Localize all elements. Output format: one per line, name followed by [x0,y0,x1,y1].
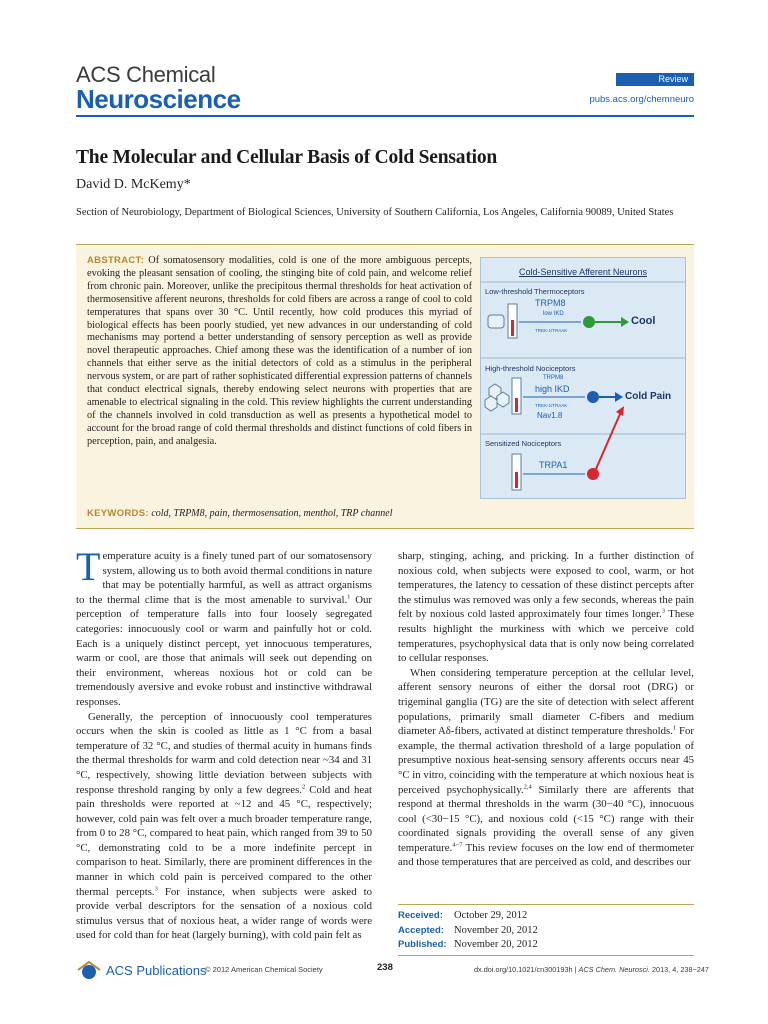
ref[interactable]: 2 [302,782,306,790]
ref[interactable]: 2,4 [523,782,532,790]
panel2-nav: Nav1.8 [537,411,563,420]
panel2-output: Cold Pain [625,391,672,402]
affiliation: Section of Neurobiology, Department of Biological Sciences, University of Southern California, Los Angeles, California 90089, United States [76,207,674,218]
body-column-right [398,549,694,870]
citation-journal: ACS Chem. Neurosci. [578,965,650,974]
publisher-logo [76,960,206,980]
keywords-label: KEYWORDS: [87,508,149,519]
panel1-thermometer-icon [508,304,517,338]
body-column-left [76,544,372,943]
received-label: Received: [398,910,443,921]
author-line: David D. McKemy* [76,177,191,192]
text-run: When considering temperature perception at the cellular level, afferent sensory neurons of either the dorsal root (DRG) or trigeminal ganglia (TG) are the site of detection with select afferent populations, primarily small diameter C-fibers and medium diameter Aδ-fibers, activated at distinct temperature thresholds. [398,666,694,738]
panel2-arrow-icon [615,392,623,402]
abstract-text [87,255,472,449]
ref[interactable]: 3 [661,607,666,615]
panel1-ice-cube-icon [488,315,504,328]
page-number: 238 [377,962,393,973]
text-run: Similarly there are afferents that respond at thermal thresholds in the warm (30−40 °C), innocuous cool (<30−15 °C), and noxious cold (<15 °C) range with their coordinated signals providing the overall sense of any given temperature. [398,783,695,854]
paragraph [398,549,694,666]
text-run: Cold and heat pain thresholds were reported at ~12 and 45 °C, respectively; however, cold pain was felt over a much broader temperature range, from 0 to 28 °C, compared to heat pain, which ranged from 39 to 50 °C, demonstrating cold to be a more indefinite percept in comparison to heat. Similarly, there are prominent differences in the manner in which cold pain is perceived compared to the other thermal percepts. [76,783,372,898]
panel2-ice-cubes-icon [485,384,509,411]
published-date: November 20, 2012 [454,939,538,950]
panel3-neuron-icon [587,468,599,480]
panel2-channel: TRPM8 [543,375,564,381]
panel1-arrow-icon [621,317,629,327]
text-run: Generally, the perception of innocuously cool temperatures occurs when the skin is cooled as little as 1 °C from a basal temperature of 32 °C, and studies of thermal acuity in humans finds the thermal thresholds for warm and cold detection near ~34 and 31 °C, respectively, showing little deviation between subjects with response threshold ranging by only a few degrees. [76,710,372,796]
panel1-label: Low-threshold Thermoceptors [485,287,585,296]
journal-logo [76,64,241,112]
panel2-k-channel: TREK-1/TRAAK [535,403,568,408]
header-rule [76,115,694,117]
published-row [398,938,694,953]
published-label: Published: [398,939,447,950]
accepted-row [398,924,694,939]
panel2-thermometer-icon [512,378,521,414]
article-title: The Molecular and Cellular Basis of Cold Sensation [76,147,498,168]
text-run: These results highlight the murkiness with which we perceive cold temperatures, psychophysical data that is only now being correlated to cellular responses. [398,608,694,665]
abstract-body: Of somatosensory modalities, cold is one of the more ambiguous percepts, evoking the pleasant sensation of cooling, the stinging bite of cold pain, and welcome relief from chronic pain. Moreover, unlike the precipitous thermal thresholds for heat activation of thermosensitive afferent neurons, thresholds for cold fibers are across a range of cool to cold temperatures that spans over 30 °C. Until recently, how cold produces this myriad of biological effects has been poorly studied, yet new advances in our understanding of cold mechanisms may portend a better understanding of sensory perception as well as provide novel therapeutic approaches. Chief among these was the identification of a number of ion channels that either serve as the initial detectors of cold as a stimulus in the peripheral nervous system, or are part of rather sophisticated differential expression patterns of channels that conduct electrical signals, thereby endowing select neurons with properties that are amenable to electrical signaling in the cold. This review highlights the current understanding of the channels involved in cold transduction as well as presents a hypothetical model to account for the broad range of cold thermal thresholds and distinct functions of cold fibers in perception, pain, and analgesia. [87,255,472,447]
journal-name-line1: ACS Chemical [76,62,216,87]
paragraph [76,710,372,944]
text-run: For example, the thermal activation threshold of a large population of presumptive noxious heat-sensing sensory afferents occurs near 45 °C in vitro, coinciding with the temperature at which noxious heat is perceived psychophysically. [398,725,694,796]
abstract-box [76,244,694,529]
text-run: For instance, when subjects were asked to provide verbal descriptors for the sensation of a noxious cold stimulus versus that of noxious heat, a wider range of words were used for cold than for heat (largely burning), with cold pain felt as [76,885,372,942]
accepted-date: November 20, 2012 [454,924,538,936]
panel2-sub: high IKD [535,384,570,394]
keywords-value: cold, TRPM8, pain, thermosensation, menthol, TRP channel [151,508,393,519]
text-run: emperature acuity is a finely tuned part of our somatosensory system, allowing us to both avoid thermal conditions in nature that may be potentially harmful, as well as attract organisms to the thermal clime that is the most amenable to survival. [76,550,372,606]
citation [474,965,709,974]
acs-logo-icon [76,960,102,980]
panel2-neuron-icon [587,391,599,403]
panel1-sub: low IKD [543,311,564,317]
panel2-label: High-threshold Nociceptors [485,364,576,373]
panel3-thermometer-icon [512,454,521,490]
panel1-channel: TRPM8 [535,298,566,308]
citation-rest: 2013, 4, 238−247 [649,965,709,974]
received-date: October 29, 2012 [454,910,528,921]
accepted-label: Accepted: [398,924,444,936]
panel1-output: Cool [631,315,656,327]
ref[interactable]: 4−7 [452,841,463,849]
received-row [398,909,694,924]
review-badge: Review [616,73,694,86]
toc-graphic [480,257,686,499]
panel3-channel: TRPA1 [539,460,568,470]
citation-doi[interactable]: dx.doi.org/10.1021/cn300193h | [474,965,579,974]
paragraph [76,544,372,710]
abstract-label: ABSTRACT: [87,255,145,266]
journal-name-line2: Neuroscience [76,84,241,114]
ref[interactable]: 3 [154,885,158,893]
copyright: © 2012 American Chemical Society [205,965,323,974]
toc-title: Cold-Sensitive Afferent Neurons [519,267,647,277]
text-run: Our perception of temperature falls into four loosely segregated categories: innocuously cool or warm and painfully hot or cold. Each is a uniquely distinct percept, yet innocuous temperatures, warm or cool, are those that animals will seek out depending on their environment, whereas noxious hot or cold can be tremendously aversive and evoke robust and instinctive withdrawal responses. [76,593,372,708]
panel1-neuron-icon [583,316,595,328]
panel3-label: Sensitized Nociceptors [485,439,562,448]
text-run: sharp, stinging, aching, and pricking. In a further distinction of noxious cold, when subjects were exposed to cool, warm, or hot temperatures, the latency to cessation of these distinct percepts after the stimulus was removed was only a few seconds, whereas the pain felt by noxious cold lasted approximately four times longer. [398,550,694,621]
journal-url[interactable]: pubs.acs.org/chemneuro [589,94,694,105]
article-dates [398,904,694,956]
ref[interactable]: 1 [347,593,351,601]
keywords [87,508,393,519]
panel1-k-channel: TREK-1/TRAAK [535,328,568,333]
publisher-name: ACS Publications [106,962,207,978]
dropcap: T [76,544,101,589]
text-run: This review focuses on the low end of thermometer and those temperatures that are perceived as cold, and describes our [398,841,694,869]
paragraph [398,666,694,870]
ref[interactable]: 1 [672,724,677,732]
